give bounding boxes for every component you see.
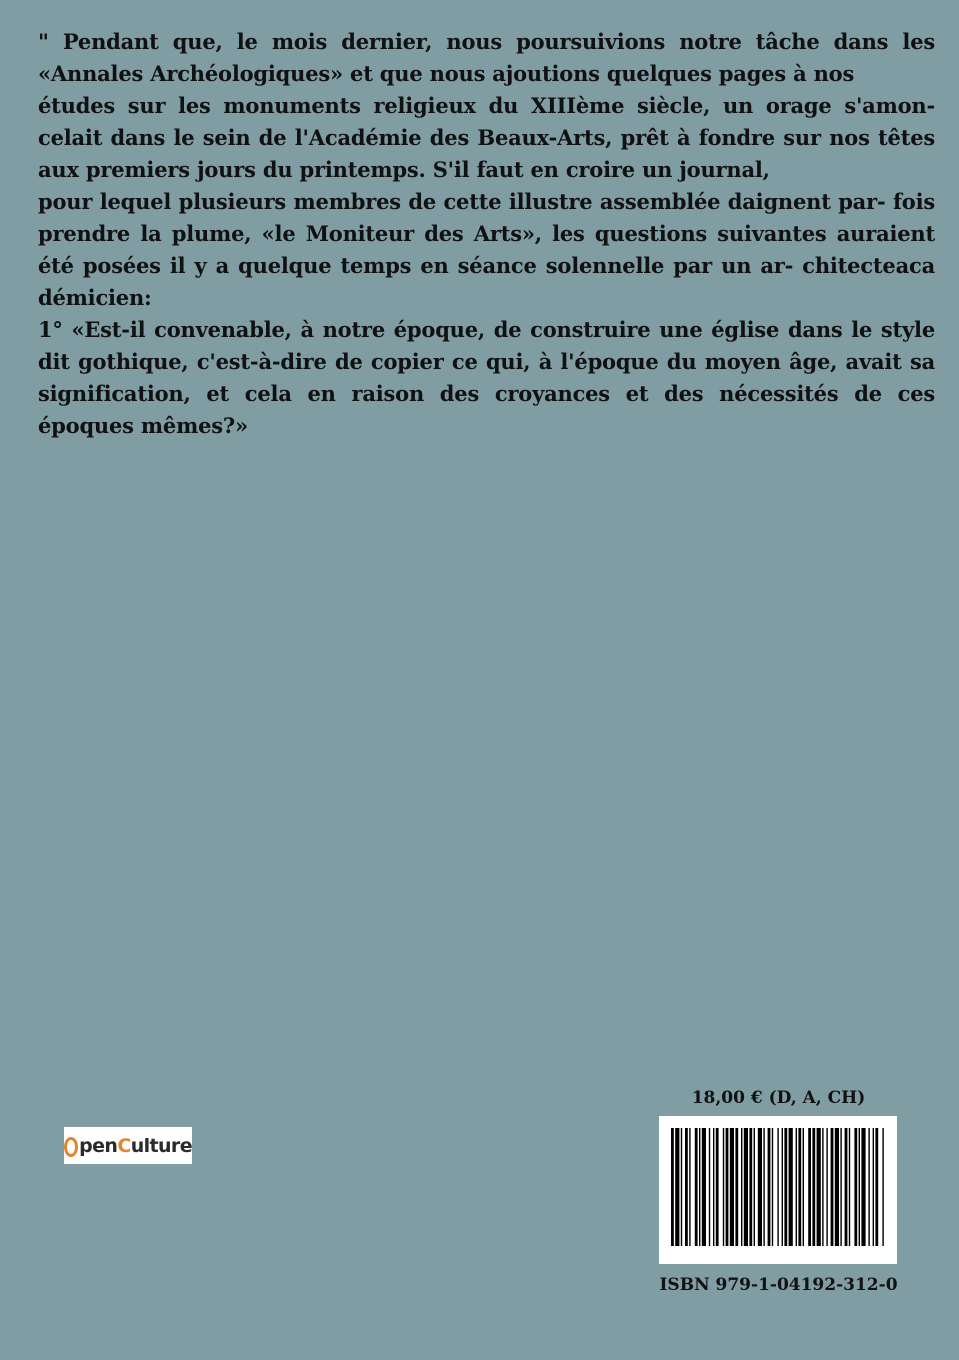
isbn-label: ISBN 979-1-04192-312-0 — [659, 1275, 898, 1295]
logo-text-ulture: ulture — [130, 1134, 192, 1157]
price-label: 18,00 € (D, A, CH) — [691, 1088, 866, 1108]
openculture-logo — [64, 1127, 192, 1164]
blurb-paragraph-3: pour lequel plusieurs membres de cette illustre assemblée daignent par- fois prendre la plume, «le Moniteur des Arts», les questions suivantes auraient été posées il y a quelque temps en séance solennelle par un ar- chitecteaca démicien: — [38, 189, 935, 310]
back-cover-blurb — [38, 26, 935, 442]
logo-text-c: C — [117, 1134, 131, 1157]
barcode-bars-icon — [671, 1128, 885, 1246]
blurb-paragraph-2: études sur les monuments religieux du XIIIème siècle, un orage s'amon- celait dans le sein de l'Académie des Beaux-Arts, prêt à fondre sur nos têtes aux premiers jours du printemps. S'il faut en croire un journal, — [38, 93, 935, 182]
barcode — [659, 1116, 897, 1264]
logo-text-pen: pen — [79, 1134, 118, 1157]
blurb-paragraph-4: 1° «Est-il convenable, à notre époque, de construire une église dans le style dit gothique, c'est-à-dire de copier ce qui, à l'époque du moyen âge, avait sa signification, et cela en raison des croyances et des nécessités de ces époques mêmes?» — [38, 317, 935, 438]
blurb-paragraph-1: " Pendant que, le mois dernier, nous poursuivions notre tâche dans les «Annales Archéologiques» et que nous ajoutions quelques pages à nos — [38, 29, 935, 86]
logo-o-ring-icon — [64, 1137, 78, 1157]
